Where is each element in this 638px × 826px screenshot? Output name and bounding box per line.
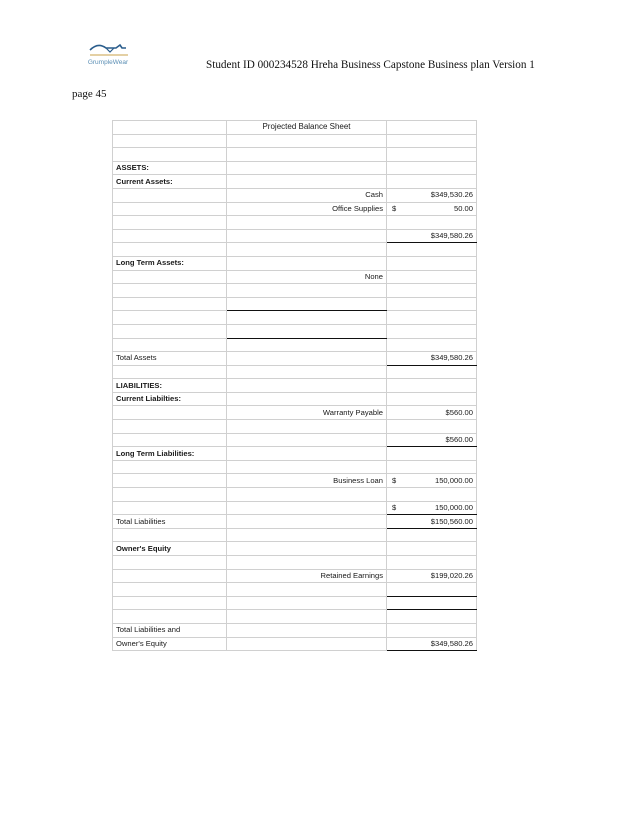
office-supplies-label: Office Supplies xyxy=(227,202,387,216)
table-row xyxy=(113,420,477,434)
table-row xyxy=(113,637,477,651)
total-liabilities-equity-value: $349,580.26 xyxy=(387,637,477,651)
owners-equity-heading: Owner's Equity xyxy=(113,542,227,556)
currency-symbol: $ xyxy=(392,475,397,485)
table-row xyxy=(113,338,477,352)
retained-earnings-value: $199,020.26 xyxy=(387,569,477,583)
table-row xyxy=(113,447,477,461)
company-logo xyxy=(76,36,140,70)
table-row xyxy=(113,256,477,270)
total-liabilities-label: Total Liabilities xyxy=(113,515,227,529)
table-row xyxy=(113,474,477,488)
liabilities-heading: LIABILITIES: xyxy=(113,379,227,393)
total-assets-value: $349,580.26 xyxy=(387,352,477,366)
table-row xyxy=(113,569,477,583)
business-loan-value: 150,000.00 xyxy=(434,475,473,485)
logo-text: GrumpleWear xyxy=(87,59,129,66)
long-term-liabilities-cell xyxy=(387,501,477,515)
table-row xyxy=(113,623,477,637)
table-row xyxy=(113,433,477,447)
balance-sheet xyxy=(112,120,476,651)
table-row xyxy=(113,583,477,597)
table-row xyxy=(113,148,477,162)
table-row xyxy=(113,284,477,298)
table-row xyxy=(113,134,477,148)
current-assets-total: $349,580.26 xyxy=(387,229,477,243)
table-row xyxy=(113,202,477,216)
total-liabilities-equity-label-1: Total Liabilities and xyxy=(113,623,227,637)
long-term-assets-none: None xyxy=(227,270,387,284)
office-supplies-cell xyxy=(387,202,477,216)
balance-sheet-table xyxy=(112,120,477,651)
sheet-title: Projected Balance Sheet xyxy=(227,121,387,135)
cash-label: Cash xyxy=(227,188,387,202)
table-row xyxy=(113,229,477,243)
table-row xyxy=(113,365,477,379)
table-row xyxy=(113,243,477,257)
table-row xyxy=(113,542,477,556)
table-row xyxy=(113,392,477,406)
table-row xyxy=(113,379,477,393)
table-row xyxy=(113,297,477,311)
table-row xyxy=(113,501,477,515)
table-row xyxy=(113,406,477,420)
table-row xyxy=(113,352,477,366)
retained-earnings-label: Retained Earnings xyxy=(227,569,387,583)
currency-symbol: $ xyxy=(392,502,397,512)
table-row xyxy=(113,188,477,202)
table-row xyxy=(113,488,477,502)
current-assets-heading: Current Assets: xyxy=(113,175,227,189)
currency-symbol: $ xyxy=(392,203,397,213)
current-liabilities-total: $560.00 xyxy=(387,433,477,447)
table-row xyxy=(113,324,477,338)
table-row xyxy=(113,515,477,529)
office-supplies-value: 50.00 xyxy=(453,203,473,213)
assets-heading: ASSETS: xyxy=(113,161,227,175)
table-row xyxy=(113,610,477,624)
business-loan-label: Business Loan xyxy=(227,474,387,488)
current-liabilities-heading: Current Liabilties: xyxy=(113,392,227,406)
warranty-payable-label: Warranty Payable xyxy=(227,406,387,420)
warranty-payable-value: $560.00 xyxy=(387,406,477,420)
table-row xyxy=(113,556,477,570)
total-liabilities-equity-label-2: Owner's Equity xyxy=(113,637,227,651)
document-header: Student ID 000234528 Hreha Business Capstone Business plan Version 1 xyxy=(206,59,535,71)
table-row xyxy=(113,161,477,175)
table-row xyxy=(113,596,477,610)
table-row xyxy=(113,270,477,284)
table-row xyxy=(113,216,477,230)
business-loan-cell xyxy=(387,474,477,488)
total-liabilities-value: $150,560.00 xyxy=(387,515,477,529)
long-term-liabilities-total: 150,000.00 xyxy=(434,502,473,512)
long-term-assets-heading: Long Term Assets: xyxy=(113,256,227,270)
table-row xyxy=(113,528,477,542)
table-row xyxy=(113,175,477,189)
total-assets-label: Total Assets xyxy=(113,352,227,366)
cash-value: $349,530.26 xyxy=(387,188,477,202)
logo-icon xyxy=(76,36,140,60)
long-term-liabilities-heading: Long Term Liabilities: xyxy=(113,447,227,461)
page-number: page 45 xyxy=(72,88,107,100)
table-row xyxy=(113,460,477,474)
table-row xyxy=(113,121,477,135)
table-row xyxy=(113,311,477,325)
